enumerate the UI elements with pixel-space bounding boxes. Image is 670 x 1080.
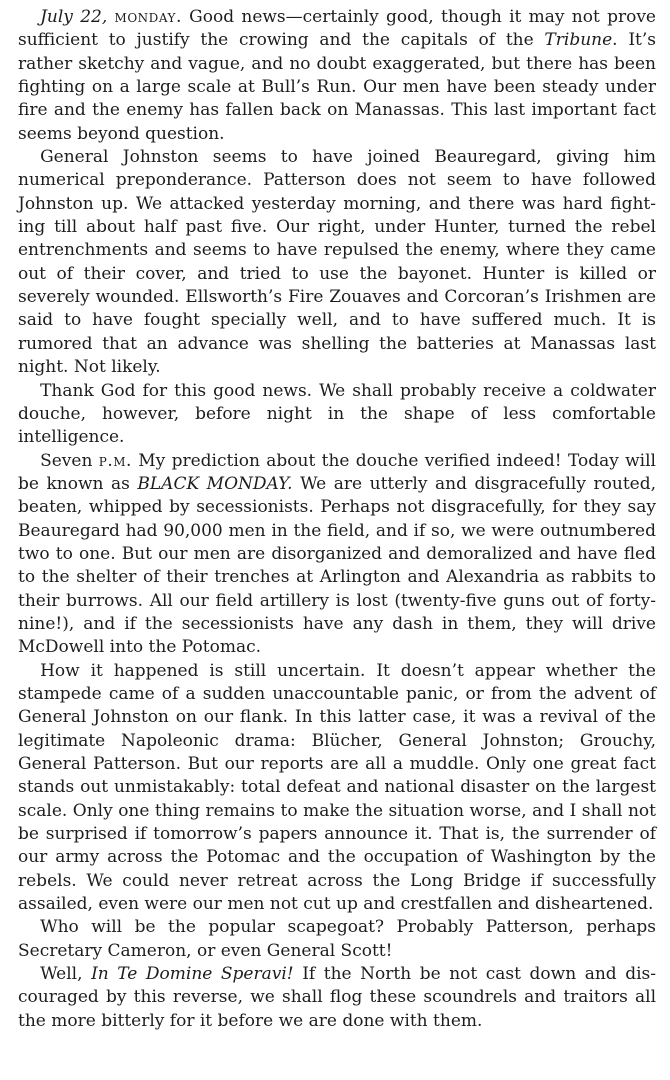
text-run	[107, 7, 114, 27]
italic-text-run: BLACK MONDAY.	[137, 473, 293, 494]
text-run: Who will be the popular scapegoat? Probably Patterson, perhaps Secretary Cameron, or even General Scott!	[18, 917, 656, 961]
italic-text-run: Tribune	[544, 30, 613, 51]
italic-text-run: July 22,	[40, 7, 108, 27]
diary-entry-heading-paragraph	[18, 6, 656, 146]
smallcaps-text-run: monday.	[114, 7, 182, 27]
smallcaps-text-run: p.m.	[98, 450, 132, 471]
text-run: Well,	[40, 964, 92, 985]
text-run: We are utterly and disgracefully routed, beaten, whipped by secessionists. Perhaps not disgracefully, for they say Beauregard had 90,000 men in the field, and if so, we were outnumbered two to one. But our men are disorganized and demoralized and have fled to the shelter of their trenches at Arlington and Alexandria as rabbits to their burrows. All our field artillery is lost (twenty-five guns out of forty-nine!), and if the secessionists have any dash in them, they will drive McDowell into the Potomac.	[18, 473, 656, 658]
italic-text-run: In Te Domine Speravi!	[91, 964, 294, 985]
text-run: Thank God for this good news. We shall probably receive a coldwater douche, however, before night in the shape of less comfortable intelligence.	[18, 380, 656, 448]
text-run: Seven	[40, 450, 99, 471]
text-run: How it happened is still uncertain. It doesn’t appear whether the stampede came of a sudden unaccountable panic, or from the advent of General Johnston on our flank. In this latter case, it was a revival of the legitimate Napoleonic drama: Blücher, General Johnston; Grouchy, General Patterson. But our reports are all a muddle. Only one great fact stands out unmistakably: total defeat and national disaster on the largest scale. Only one thing remains to make the situation worse, and I shall not be surprised if tomorrow’s papers announce it. That is, the surrender of our army across the Potomac and the occupation of Washington by the rebels. We could never retreat across the Long Bridge if successfully assailed, even were our men not cut up and crestfallen and disheartened.	[18, 660, 656, 915]
diary-paragraph	[18, 450, 656, 660]
text-run: . It’s rather sketchy and vague, and no doubt exaggerated, but there has been fighting on a large scale at Bull’s Run. Our men have been steady under fire and the enemy has fallen back on Manassas. This last important fact seems beyond question.	[18, 30, 656, 144]
text-run: General Johnston seems to have joined Beauregard, giving him numerical preponderance. Patterson does not seem to have followed Johnston up. We attacked yesterday morning, and there was hard fighting till about half past five. Our right, under Hunter, turned the rebel entrenchments and seems to have repulsed the enemy, where they came out of their cover, and tried to use the bayonet. Hunter is killed or severely wounded. Ellsworth’s Fire Zouaves and Corcoran’s Irishmen are said to have fought specially well, and to have suffered much. It is rumored that an advance was shelling the batteries at Manassas last night. Not likely.	[18, 147, 656, 378]
diary-paragraph	[18, 963, 656, 1033]
diary-paragraph	[18, 380, 656, 450]
text-run: My prediction about the douche verified indeed! Today will be known as	[18, 450, 656, 494]
diary-paragraph	[18, 916, 656, 963]
text-run: If the North be not cast down and discouraged by this reverse, we shall flog these scoundrels and traitors all the more bitterly for it before we are done with them.	[18, 964, 657, 1031]
diary-paragraph	[18, 660, 656, 917]
text-run: Good news—certainly good, though it may not prove sufficient to justify the crowing and the capitals of the	[18, 7, 656, 51]
diary-paragraph	[18, 146, 656, 379]
